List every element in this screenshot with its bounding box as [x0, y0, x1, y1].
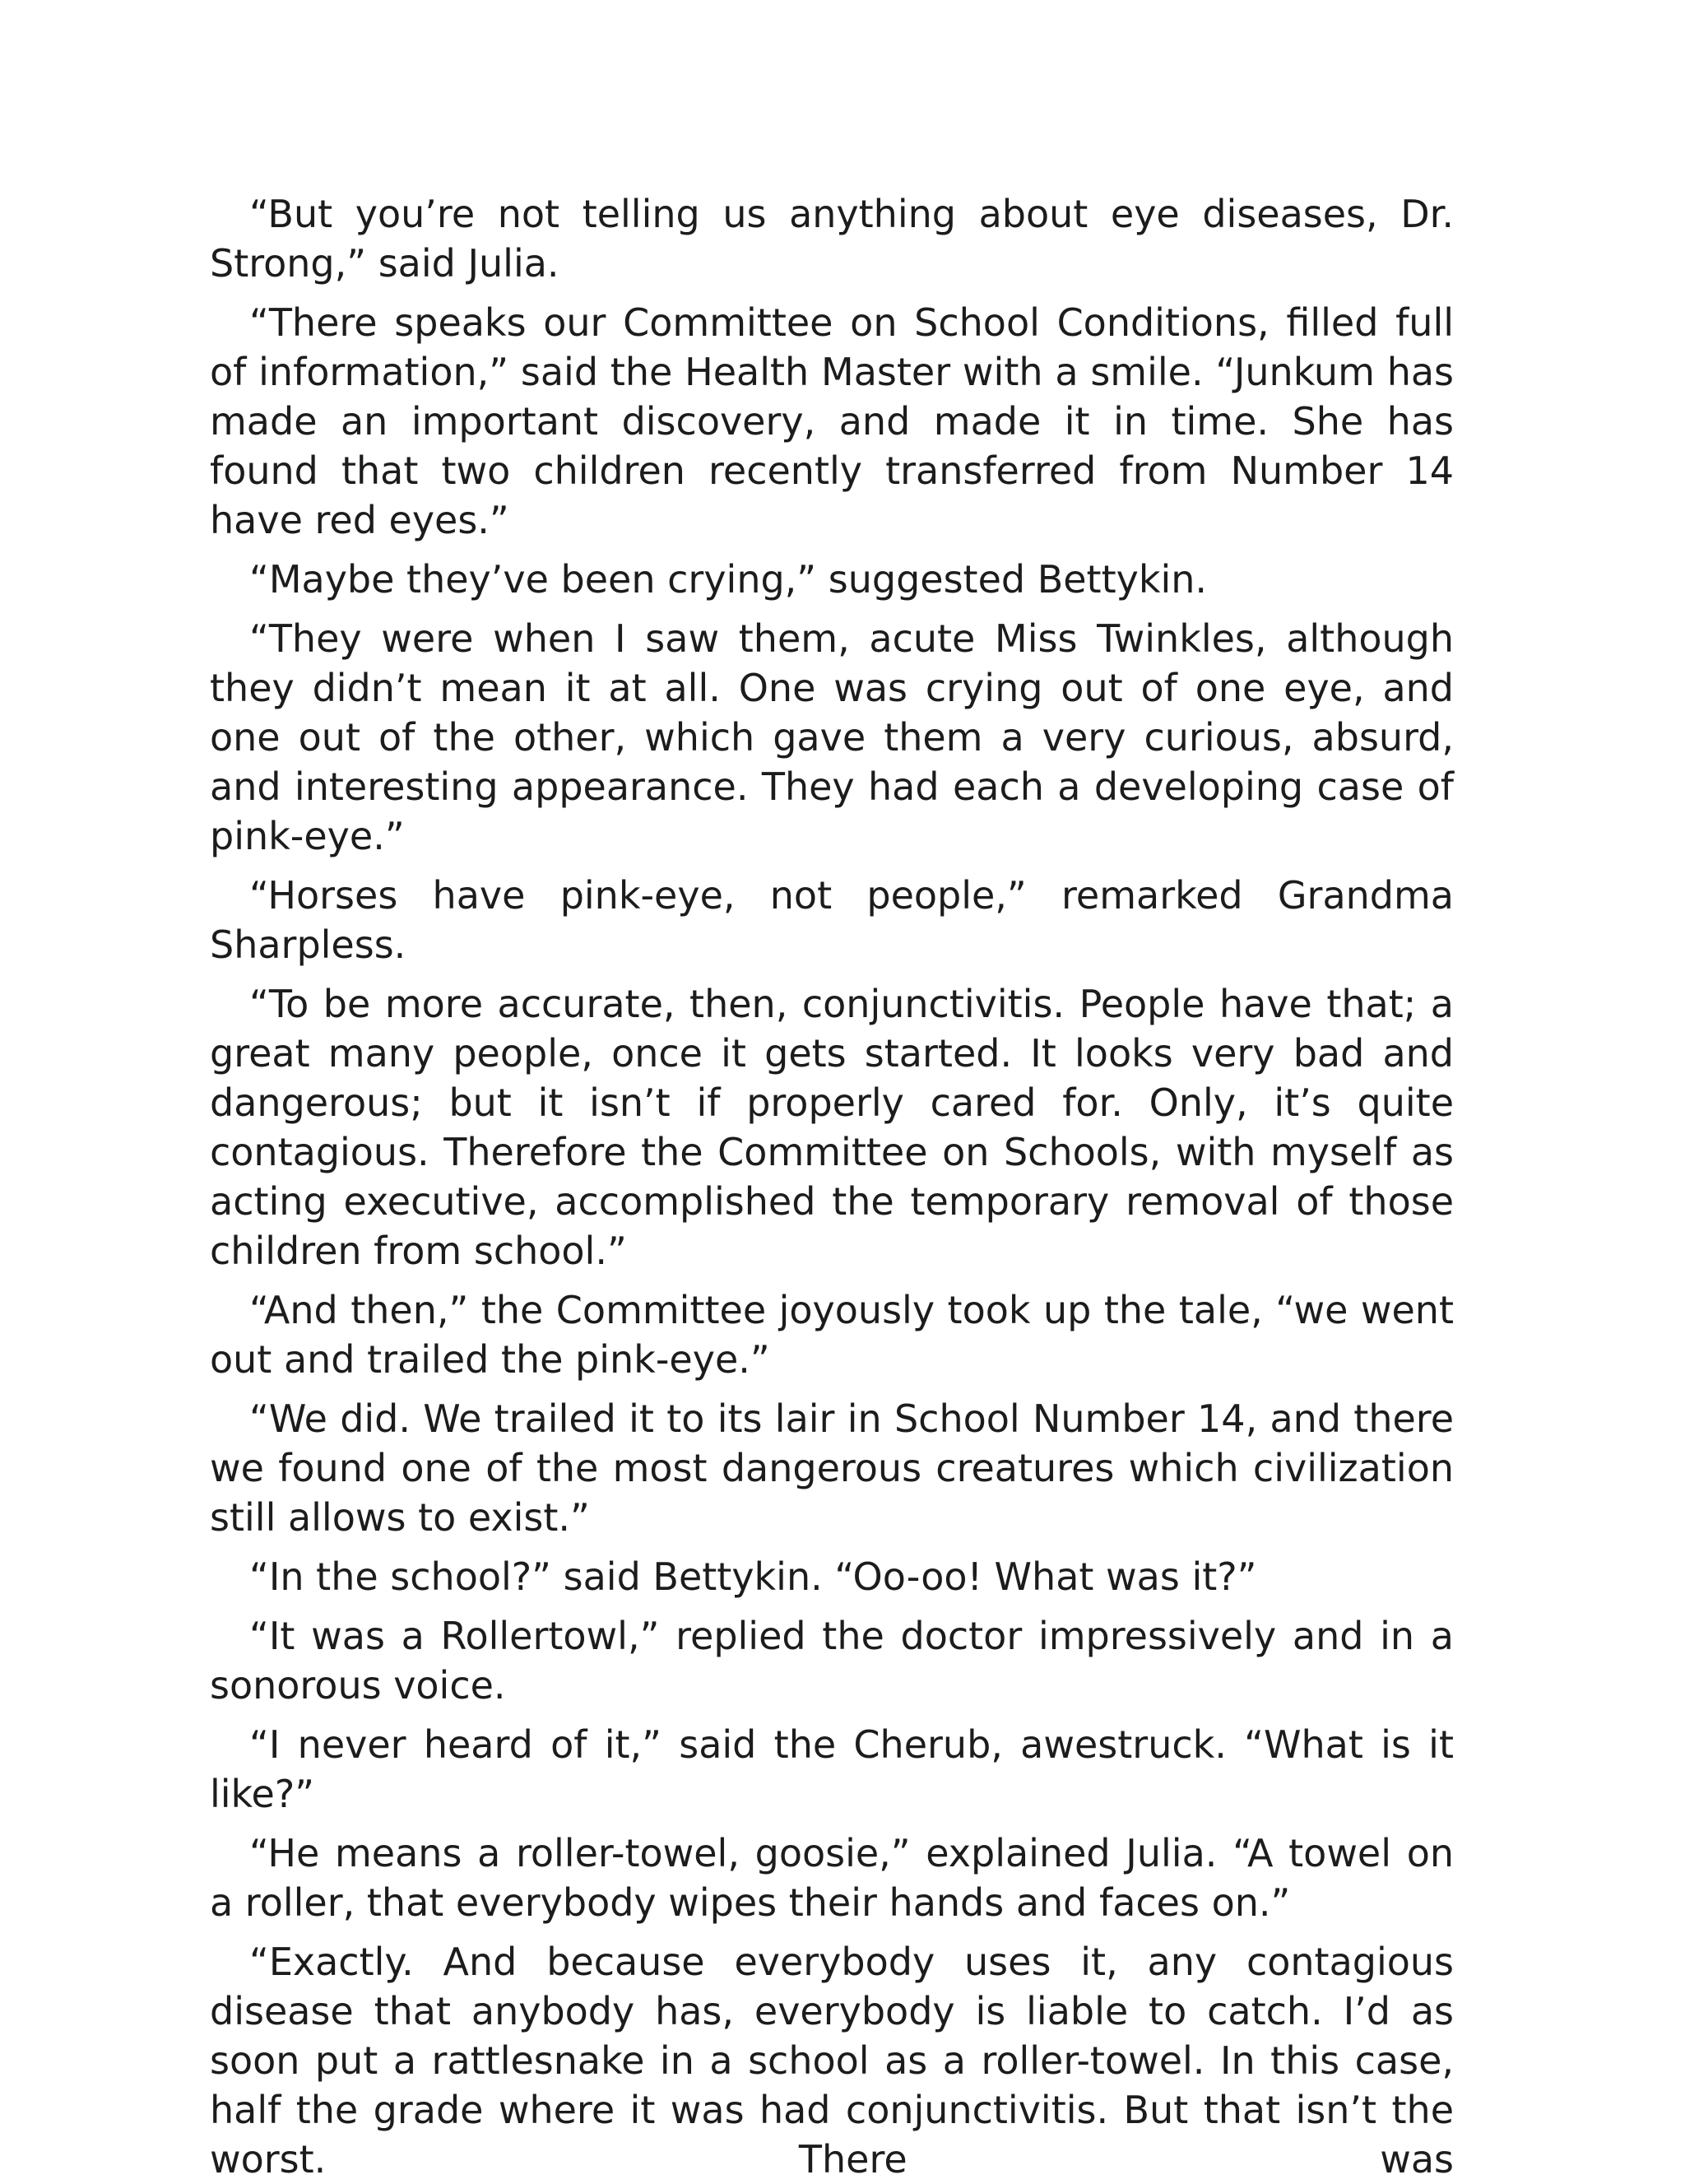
paragraph: “There speaks our Committee on School Conditions, filled full of information,” said the Health Master with a smile. “Junkum has made an important discovery, and made it in time. She has found that two children recently transferred from Number 14 have red eyes.” — [210, 300, 1454, 542]
paragraph: “But you’re not telling us anything about eye diseases, Dr. Strong,” said Julia. — [210, 192, 1454, 286]
paragraph: “Maybe they’ve been crying,” suggested Bettykin. — [249, 557, 1208, 602]
paragraph: “It was a Rollertowl,” replied the doctor impressively and in a sonorous voice. — [210, 1614, 1454, 1708]
page-body — [210, 189, 1454, 2184]
paragraph: “He means a roller-towel, goosie,” explained Julia. “A towel on a roller, that everybody wipes their hands and faces on.” — [210, 1831, 1454, 1925]
paragraph: “Exactly. And because everybody uses it, any contagious disease that anybody has, everybody is liable to catch. I’d as soon put a rattlesnake in a school as a roller-towel. In this case, half the grade where it was had conjunctivitis. But that isn’t the worst. There was — [210, 1940, 1454, 2182]
paragraph: “Horses have pink-eye, not people,” remarked Grandma Sharpless. — [210, 873, 1454, 967]
paragraph: “In the school?” said Bettykin. “Oo-oo! What was it?” — [249, 1554, 1257, 1599]
paragraph: “I never heard of it,” said the Cherub, awestruck. “What is it like?” — [210, 1722, 1454, 1816]
paragraph: “We did. We trailed it to its lair in School Number 14, and there we found one of the most dangerous creatures which civilization still allows to exist.” — [210, 1396, 1454, 1540]
paragraph: “They were when I saw them, acute Miss Twinkles, although they didn’t mean it at all. One was crying out of one eye, and one out of the other, which gave them a very curious, absurd, and interesting appearance. They had each a developing case of pink-eye.” — [210, 616, 1454, 858]
paragraph: “And then,” the Committee joyously took up the tale, “we went out and trailed the pink-eye.” — [210, 1288, 1454, 1382]
paragraph: “To be more accurate, then, conjunctivitis. People have that; a great many people, once it gets started. It looks very bad and dangerous; but it isn’t if properly cared for. Only, it’s quite contagious. Therefore the Committee on Schools, with myself as acting executive, accomplished the temporary removal of those children from school.” — [210, 982, 1454, 1273]
